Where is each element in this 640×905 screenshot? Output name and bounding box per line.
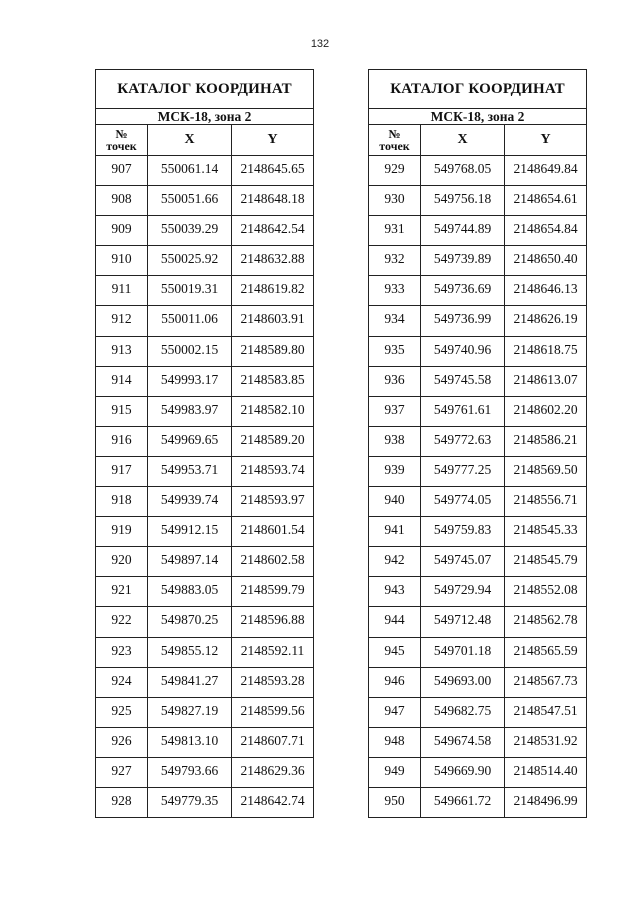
table-row — [96, 336, 314, 366]
y-coordinate-cell: 2148593.97 — [232, 487, 314, 517]
table-row — [369, 757, 587, 787]
table-row — [96, 547, 314, 577]
x-coordinate-cell: 549983.97 — [148, 396, 232, 426]
point-number-cell: 937 — [369, 396, 421, 426]
y-coordinate-cell: 2148619.82 — [232, 276, 314, 306]
catalog-body — [369, 156, 587, 818]
point-number-cell: 932 — [369, 246, 421, 276]
point-number-cell: 948 — [369, 727, 421, 757]
x-coordinate-cell: 549693.00 — [421, 667, 505, 697]
table-row — [96, 577, 314, 607]
point-number-cell: 928 — [96, 787, 148, 817]
x-coordinate-cell: 549661.72 — [421, 787, 505, 817]
point-number-header-line2: точек — [379, 139, 410, 153]
table-row — [369, 607, 587, 637]
y-coordinate-cell: 2148601.54 — [232, 517, 314, 547]
x-coordinate-cell: 549953.71 — [148, 456, 232, 486]
y-coordinate-cell: 2148632.88 — [232, 246, 314, 276]
table-row — [96, 306, 314, 336]
table-row — [369, 426, 587, 456]
x-coordinate-cell: 550019.31 — [148, 276, 232, 306]
point-number-cell: 947 — [369, 697, 421, 727]
x-coordinate-cell: 549793.66 — [148, 757, 232, 787]
point-number-cell: 921 — [96, 577, 148, 607]
x-coordinate-cell: 549761.61 — [421, 396, 505, 426]
table-row — [96, 757, 314, 787]
x-coordinate-cell: 549813.10 — [148, 727, 232, 757]
y-coordinate-cell: 2148514.40 — [505, 757, 587, 787]
x-coordinate-cell: 549774.05 — [421, 487, 505, 517]
table-row — [96, 456, 314, 486]
table-row — [369, 577, 587, 607]
y-coordinate-cell: 2148629.36 — [232, 757, 314, 787]
table-row — [96, 246, 314, 276]
point-number-cell: 918 — [96, 487, 148, 517]
x-coordinate-cell: 549883.05 — [148, 577, 232, 607]
point-number-cell: 923 — [96, 637, 148, 667]
point-number-cell: 920 — [96, 547, 148, 577]
x-coordinate-cell: 549841.27 — [148, 667, 232, 697]
point-number-cell: 922 — [96, 607, 148, 637]
table-row — [369, 727, 587, 757]
y-coordinate-cell: 2148602.20 — [505, 396, 587, 426]
point-number-cell: 915 — [96, 396, 148, 426]
x-coordinate-cell: 549669.90 — [421, 757, 505, 787]
x-coordinate-cell: 549744.89 — [421, 216, 505, 246]
x-coordinate-cell: 549740.96 — [421, 336, 505, 366]
y-coordinate-cell: 2148649.84 — [505, 156, 587, 186]
x-coordinate-cell: 549674.58 — [421, 727, 505, 757]
y-coordinate-cell: 2148547.51 — [505, 697, 587, 727]
y-coordinate-cell: 2148583.85 — [232, 366, 314, 396]
x-coordinate-cell: 550039.29 — [148, 216, 232, 246]
y-coordinate-cell: 2148602.58 — [232, 547, 314, 577]
point-number-cell: 944 — [369, 607, 421, 637]
table-row — [369, 246, 587, 276]
y-coordinate-cell: 2148592.11 — [232, 637, 314, 667]
x-coordinate-cell: 549855.12 — [148, 637, 232, 667]
x-coordinate-cell: 549729.94 — [421, 577, 505, 607]
point-number-cell: 926 — [96, 727, 148, 757]
x-header: X — [148, 125, 232, 156]
catalog-title: КАТАЛОГ КООРДИНАТ — [369, 70, 587, 109]
table-row — [96, 607, 314, 637]
x-coordinate-cell: 549768.05 — [421, 156, 505, 186]
point-number-cell: 943 — [369, 577, 421, 607]
table-row — [369, 366, 587, 396]
y-coordinate-cell: 2148626.19 — [505, 306, 587, 336]
table-row — [96, 216, 314, 246]
x-coordinate-cell: 550051.66 — [148, 186, 232, 216]
point-number-cell: 924 — [96, 667, 148, 697]
y-coordinate-cell: 2148531.92 — [505, 727, 587, 757]
point-number-cell: 942 — [369, 547, 421, 577]
y-coordinate-cell: 2148545.79 — [505, 547, 587, 577]
table-row — [96, 426, 314, 456]
point-number-cell: 908 — [96, 186, 148, 216]
table-row — [369, 637, 587, 667]
y-coordinate-cell: 2148607.71 — [232, 727, 314, 757]
x-coordinate-cell: 549897.14 — [148, 547, 232, 577]
point-number-cell: 936 — [369, 366, 421, 396]
x-coordinate-cell: 549779.35 — [148, 787, 232, 817]
point-number-cell: 940 — [369, 487, 421, 517]
table-row — [96, 366, 314, 396]
point-number-cell: 925 — [96, 697, 148, 727]
point-number-cell: 931 — [369, 216, 421, 246]
coordinate-system-zone: МСК-18, зона 2 — [96, 109, 314, 125]
table-row — [369, 276, 587, 306]
table-row — [96, 637, 314, 667]
y-coordinate-cell: 2148648.18 — [232, 186, 314, 216]
x-header: X — [421, 125, 505, 156]
table-row — [96, 667, 314, 697]
y-coordinate-cell: 2148596.88 — [232, 607, 314, 637]
point-number-header-line1: № — [388, 127, 401, 141]
table-row — [96, 186, 314, 216]
y-coordinate-cell: 2148562.78 — [505, 607, 587, 637]
point-number-cell: 939 — [369, 456, 421, 486]
y-coordinate-cell: 2148599.79 — [232, 577, 314, 607]
x-coordinate-cell: 549870.25 — [148, 607, 232, 637]
y-coordinate-cell: 2148642.54 — [232, 216, 314, 246]
table-row — [369, 306, 587, 336]
x-coordinate-cell: 550025.92 — [148, 246, 232, 276]
x-coordinate-cell: 549777.25 — [421, 456, 505, 486]
point-number-cell: 945 — [369, 637, 421, 667]
table-row — [96, 697, 314, 727]
y-header: Y — [232, 125, 314, 156]
y-coordinate-cell: 2148613.07 — [505, 366, 587, 396]
point-number-cell: 933 — [369, 276, 421, 306]
point-number-cell: 909 — [96, 216, 148, 246]
table-row — [369, 547, 587, 577]
table-row — [369, 487, 587, 517]
table-row — [369, 787, 587, 817]
coordinate-catalog-table — [368, 69, 587, 818]
y-coordinate-cell: 2148654.84 — [505, 216, 587, 246]
table-row — [96, 487, 314, 517]
table-row — [369, 336, 587, 366]
x-coordinate-cell: 549939.74 — [148, 487, 232, 517]
point-number-cell: 907 — [96, 156, 148, 186]
page-number: 132 — [310, 38, 330, 50]
x-coordinate-cell: 549912.15 — [148, 517, 232, 547]
table-row — [369, 396, 587, 426]
point-number-cell: 911 — [96, 276, 148, 306]
x-coordinate-cell: 550061.14 — [148, 156, 232, 186]
table-row — [369, 517, 587, 547]
table-row — [369, 697, 587, 727]
y-coordinate-cell: 2148593.74 — [232, 456, 314, 486]
point-number-cell: 910 — [96, 246, 148, 276]
point-number-cell: 914 — [96, 366, 148, 396]
y-coordinate-cell: 2148545.33 — [505, 517, 587, 547]
table-row — [96, 276, 314, 306]
y-coordinate-cell: 2148642.74 — [232, 787, 314, 817]
y-header: Y — [505, 125, 587, 156]
point-number-cell: 919 — [96, 517, 148, 547]
x-coordinate-cell: 549736.99 — [421, 306, 505, 336]
y-coordinate-cell: 2148618.75 — [505, 336, 587, 366]
y-coordinate-cell: 2148645.65 — [232, 156, 314, 186]
x-coordinate-cell: 549745.58 — [421, 366, 505, 396]
y-coordinate-cell: 2148569.50 — [505, 456, 587, 486]
y-coordinate-cell: 2148650.40 — [505, 246, 587, 276]
table-row — [369, 186, 587, 216]
catalog-title: КАТАЛОГ КООРДИНАТ — [96, 70, 314, 109]
coordinate-catalog-table — [95, 69, 314, 818]
y-coordinate-cell: 2148556.71 — [505, 487, 587, 517]
x-coordinate-cell: 549736.69 — [421, 276, 505, 306]
point-number-cell: 917 — [96, 456, 148, 486]
point-number-cell: 949 — [369, 757, 421, 787]
x-coordinate-cell: 549756.18 — [421, 186, 505, 216]
point-number-cell: 934 — [369, 306, 421, 336]
point-number-cell: 941 — [369, 517, 421, 547]
y-coordinate-cell: 2148496.99 — [505, 787, 587, 817]
x-coordinate-cell: 549739.89 — [421, 246, 505, 276]
y-coordinate-cell: 2148567.73 — [505, 667, 587, 697]
table-row — [96, 517, 314, 547]
x-coordinate-cell: 549772.63 — [421, 426, 505, 456]
y-coordinate-cell: 2148589.20 — [232, 426, 314, 456]
x-coordinate-cell: 549701.18 — [421, 637, 505, 667]
coordinate-system-zone: МСК-18, зона 2 — [369, 109, 587, 125]
x-coordinate-cell: 549745.07 — [421, 547, 505, 577]
table-row — [96, 396, 314, 426]
point-number-header-line1: № — [115, 127, 128, 141]
x-coordinate-cell: 549993.17 — [148, 366, 232, 396]
x-coordinate-cell: 549712.48 — [421, 607, 505, 637]
table-row — [96, 156, 314, 186]
point-number-cell: 912 — [96, 306, 148, 336]
point-number-header-line2: точек — [106, 139, 137, 153]
point-number-cell: 927 — [96, 757, 148, 787]
table-row — [96, 787, 314, 817]
x-coordinate-cell: 550011.06 — [148, 306, 232, 336]
table-row — [369, 216, 587, 246]
y-coordinate-cell: 2148654.61 — [505, 186, 587, 216]
x-coordinate-cell: 549682.75 — [421, 697, 505, 727]
y-coordinate-cell: 2148646.13 — [505, 276, 587, 306]
point-number-cell: 929 — [369, 156, 421, 186]
y-coordinate-cell: 2148552.08 — [505, 577, 587, 607]
point-number-cell: 913 — [96, 336, 148, 366]
point-number-cell: 946 — [369, 667, 421, 697]
x-coordinate-cell: 549827.19 — [148, 697, 232, 727]
y-coordinate-cell: 2148589.80 — [232, 336, 314, 366]
x-coordinate-cell: 550002.15 — [148, 336, 232, 366]
y-coordinate-cell: 2148586.21 — [505, 426, 587, 456]
y-coordinate-cell: 2148603.91 — [232, 306, 314, 336]
table-row — [96, 727, 314, 757]
y-coordinate-cell: 2148593.28 — [232, 667, 314, 697]
table-row — [369, 667, 587, 697]
y-coordinate-cell: 2148582.10 — [232, 396, 314, 426]
x-coordinate-cell: 549759.83 — [421, 517, 505, 547]
table-row — [369, 456, 587, 486]
point-number-header — [96, 125, 148, 156]
point-number-cell: 935 — [369, 336, 421, 366]
catalog-body — [96, 156, 314, 818]
point-number-cell: 916 — [96, 426, 148, 456]
x-coordinate-cell: 549969.65 — [148, 426, 232, 456]
y-coordinate-cell: 2148599.56 — [232, 697, 314, 727]
point-number-cell: 950 — [369, 787, 421, 817]
point-number-header — [369, 125, 421, 156]
table-row — [369, 156, 587, 186]
y-coordinate-cell: 2148565.59 — [505, 637, 587, 667]
point-number-cell: 938 — [369, 426, 421, 456]
point-number-cell: 930 — [369, 186, 421, 216]
